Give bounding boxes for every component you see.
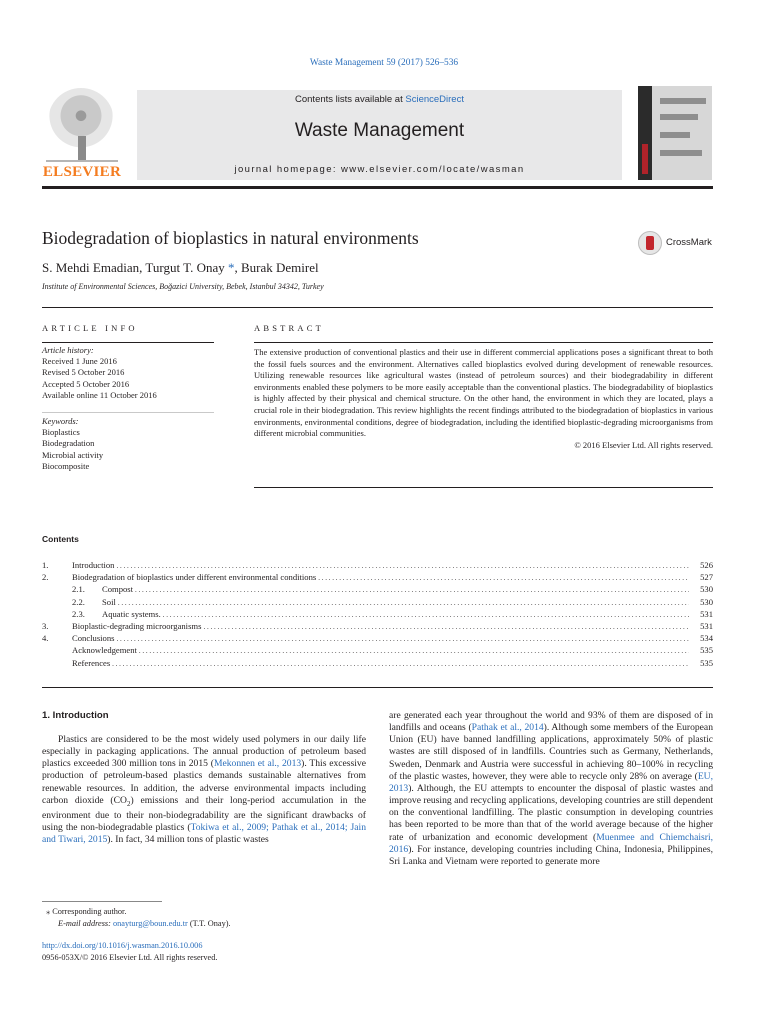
body-text: ). In fact, 34 million tons of plastic wastes [107,834,269,846]
keyword: Biodegradation [42,438,95,449]
toc-number: 4. [42,633,49,644]
table-of-contents [42,559,713,669]
corresponding-note: ⁎ Corresponding author. [46,907,127,916]
toc-entry-acknowledgement[interactable] [42,644,713,656]
article-info [42,345,214,472]
toc-entry-microorganisms[interactable] [42,620,713,632]
body-left-column [42,734,366,846]
keyword: Microbial activity [42,449,104,460]
citation-link[interactable]: Pathak et al., 2014 [471,722,544,734]
toc-page: 530 [700,584,713,595]
abstract-bottom-rule [254,487,713,488]
authors-text: S. Mehdi Emadian, Turgut T. Onay [42,260,228,275]
toc-entry-compost[interactable] [42,583,713,595]
contents-prefix: Contents lists available at [295,94,406,105]
toc-entry-introduction[interactable] [42,559,713,571]
toc-title: Biodegradation of bioplastics under different environmental conditions [72,572,317,583]
toc-title: Soil [102,596,116,607]
toc-title: References [72,657,111,668]
contents-availability [137,94,622,105]
toc-title: Conclusions [72,633,115,644]
cover-line [660,150,702,156]
toc-number: 2.3. [72,608,85,619]
article-info-heading: ARTICLE INFO [42,323,138,333]
author-list [42,260,319,276]
contents-divider [42,687,713,688]
toc-leader [118,596,689,608]
abstract-heading: ABSTRACT [254,323,324,333]
toc-title: Introduction [72,560,115,570]
crossmark-label: CrossMark [666,237,712,248]
toc-leader [163,608,689,620]
cover-line [660,114,698,120]
toc-leader [112,657,689,669]
citation-link[interactable]: EU, 2013 [389,770,713,794]
toc-number: 2. [42,572,49,583]
footnote-block [46,906,376,929]
journal-homepage[interactable]: journal homepage: www.elsevier.com/locate/wasman [234,164,525,175]
toc-number: 2.2. [72,596,85,607]
paper-title: Biodegradation of bioplastics in natural environments [42,228,419,248]
toc-number: 3. [42,620,49,631]
affiliation: Institute of Environmental Sciences, Boğazici University, Bebek, Istanbul 34342, Turkey [42,282,324,291]
body-text: Plastics are considered to be the most widely used polymers in our daily life especially in packaging applications. The annual production of petroleum based plastics exceeded 300 million tons in 2015 ( [42,734,366,770]
body-text: ). Although some members of the European Union (EU) have banned landfilling applications, approximately 50% of plastic wastes are still disposed of in landfills. Countries such as Germany, Netherlands, Sweden, Denmark and Austria were successful in achieving 80–100% in recycling of the plastic wastes, however, they were able to recycle only 28% on average ( [389,722,713,782]
title-divider [42,307,713,308]
abstract-rule [254,342,713,343]
history-label: Article history: [42,345,94,355]
keywords-label: Keywords: [42,416,79,427]
toc-page: 531 [700,620,713,631]
toc-page: 527 [700,572,713,583]
email-tail: (T.T. Onay). [187,918,231,928]
crossmark-badge[interactable] [638,231,718,257]
email-line [46,918,376,930]
abstract-block [254,347,713,451]
cover-accent [642,144,648,174]
cover-line [660,132,690,138]
keyword: Bioplastics [42,427,80,438]
tree-trunk-shape [78,136,86,162]
doi-link[interactable]: http://dx.doi.org/10.1016/j.wasman.2016.10.006 [42,941,203,950]
toc-page: 526 [700,560,713,570]
toc-number: 2.1. [72,584,85,595]
toc-entry-soil[interactable] [42,596,713,608]
corresponding-author-marker[interactable]: * [227,260,235,275]
subscript: 2 [126,799,131,808]
body-text: ). This excessive production of petroleum-based plastics demands sustainable alternatives from renewable resources. In addition, the adverse environmental impacts including carbon dioxide (CO [42,758,366,806]
history-item: Available online 11 October 2016 [42,389,157,400]
toc-entry-references[interactable] [42,657,713,669]
toc-title: Aquatic systems. [102,608,161,619]
header-divider [42,186,713,189]
citation-link[interactable]: Mekonnen et al., 2013 [213,758,302,770]
publisher-wordmark: ELSEVIER [42,164,122,180]
citation-link[interactable]: Muenmee and Chiemchaisri, 2016 [389,831,714,855]
info-separator [42,401,214,413]
keyword: Biocomposite [42,460,90,471]
journal-title: Waste Management [294,120,465,141]
authors-tail: , Burak Demirel [234,260,319,275]
history-item: Accepted 5 October 2016 [42,378,130,389]
toc-page: 535 [700,657,713,668]
sciencedirect-link[interactable]: ScienceDirect [405,94,464,105]
contents-heading: Contents [42,534,79,544]
doi-block [42,940,372,963]
toc-title: Acknowledgement [72,645,137,656]
toc-title: Bioplastic-degrading microorganisms [72,620,202,631]
footnote-rule [42,901,162,902]
history-item: Received 1 June 2016 [42,356,117,367]
toc-title: Compost [102,584,134,595]
body-text: are generated each year throughout the world and 93% of them are disposed of in landfills and oceans ( [389,710,713,734]
journal-cover-image[interactable] [638,86,712,180]
email-link[interactable]: onayturg@boun.edu.tr [113,918,188,928]
body-text: ). Although, the EU attempts to encounter the disposal of plastic wastes and improve reusing and recycling applications, developing countries are still dependent on the conventional landfilling. The plastic consumption in developing countries has been reported to be more than that of the world average because of the higher rate of urbanization and economic development ( [389,782,713,843]
toc-entry-aquatic-systems[interactable] [42,608,713,620]
abstract-copyright: © 2016 Elsevier Ltd. All rights reserved. [574,439,713,450]
ground-line [46,160,118,162]
elsevier-logo[interactable] [42,86,122,182]
toc-page: 530 [700,596,713,607]
toc-page: 535 [700,645,713,656]
body-right-column [389,710,713,868]
cover-line [660,98,706,104]
toc-leader [116,559,689,571]
article-info-rule [42,342,214,343]
issn-copyright: 0956-053X/© 2016 Elsevier Ltd. All rights reserved. [42,952,218,962]
toc-entry-biodegradation-conditions[interactable] [42,571,713,583]
body-text: ) emissions and their long-period accumulation in the environment due to their non-biodegradability are the significant drawbacks of using the non-biodegradable plastics ( [42,794,367,833]
toc-number: 1. [42,560,49,570]
citation-link[interactable]: Tokiwa et al., 2009; Pathak et al., 2014; Jain and Tiwari, 2015 [42,822,366,846]
crossmark-icon [638,231,662,255]
toc-leader [318,571,689,583]
history-item: Revised 5 October 2016 [42,367,125,378]
section-heading-introduction: 1. Introduction [42,710,109,721]
toc-page: 534 [700,633,713,644]
body-text: ). For instance, developing countries including China, Indonesia, Philippines, Sri Lanka and Vietnam were reported to generate more [389,843,713,867]
journal-masthead [137,90,622,180]
toc-leader [117,632,690,644]
abstract-text: The extensive production of conventional plastics and their use in different commercial applications poses a significant threat to both the fossil fuels sources and the environment. Alternatives called bioplastics evolved during development of renewable resources. Utilizing renewable resources like agricultural wastes (instead of petroleum sources) and their biodegradability in different environments enabled these polymers to be more easily acceptable than the conventional plastics. The biodegradability of bioplastics is highly affected by their physical and chemical structure. On the other hand, the environment in which they are located, plays a crucial role in their biodegradation. This review highlights the recent findings attributed to the biodegradation of bioplastics in various environments, environmental conditions, degree of biodegradation, including the identified bioplastic-degrading microorganisms from different microbial communities. [254,347,713,439]
toc-leader [135,583,689,595]
toc-entry-conclusions[interactable] [42,632,713,644]
email-label: E-mail address: [58,918,113,928]
toc-leader [139,644,689,656]
toc-leader [203,620,689,632]
toc-page: 531 [700,608,713,619]
journal-citation[interactable]: Waste Management 59 (2017) 526–536 [309,58,459,68]
